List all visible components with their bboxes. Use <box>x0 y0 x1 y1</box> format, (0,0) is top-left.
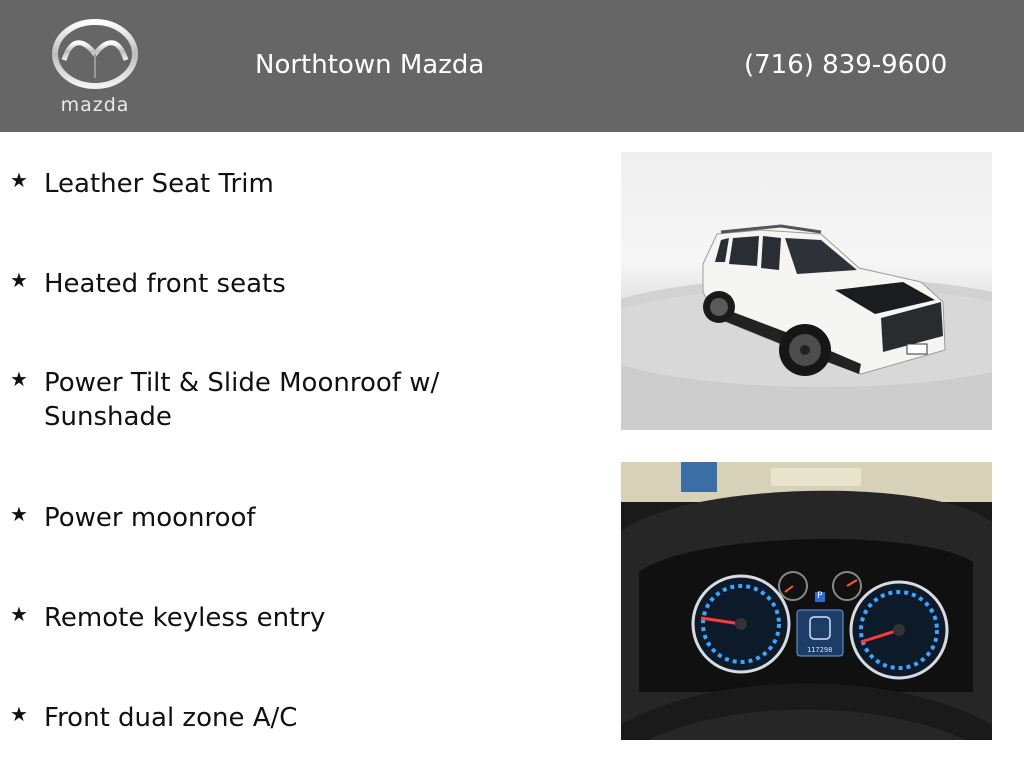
feature-label: Power moonroof <box>44 503 256 533</box>
feature-label: Front dual zone A/C <box>44 703 298 733</box>
feature-label: Power Tilt & Slide Moonroof w/ Sunshade <box>44 368 440 432</box>
star-icon: ★ <box>10 602 28 626</box>
instrument-cluster-image <box>621 462 992 740</box>
gear-indicator: P <box>817 591 823 601</box>
header-bar <box>0 0 1024 132</box>
instrument-cluster-photo[interactable] <box>621 462 992 740</box>
star-icon: ★ <box>10 367 28 391</box>
star-icon: ★ <box>10 702 28 726</box>
mazda-logo[interactable] <box>40 14 150 118</box>
star-icon: ★ <box>10 502 28 526</box>
mazda-emblem-icon <box>40 14 150 94</box>
star-icon: ★ <box>10 168 28 192</box>
phone-number[interactable]: (716) 839-9600 <box>744 50 948 80</box>
star-icon: ★ <box>10 268 28 292</box>
vehicle-exterior-image <box>621 152 992 430</box>
vehicle-exterior-photo[interactable] <box>621 152 992 430</box>
dealer-name: Northtown Mazda <box>255 50 485 80</box>
feature-label: Heated front seats <box>44 269 286 299</box>
feature-label: Remote keyless entry <box>44 603 326 633</box>
odometer-reading: 117298 <box>807 646 833 654</box>
logo-wordmark: mazda <box>60 94 130 116</box>
feature-label: Leather Seat Trim <box>44 169 274 199</box>
